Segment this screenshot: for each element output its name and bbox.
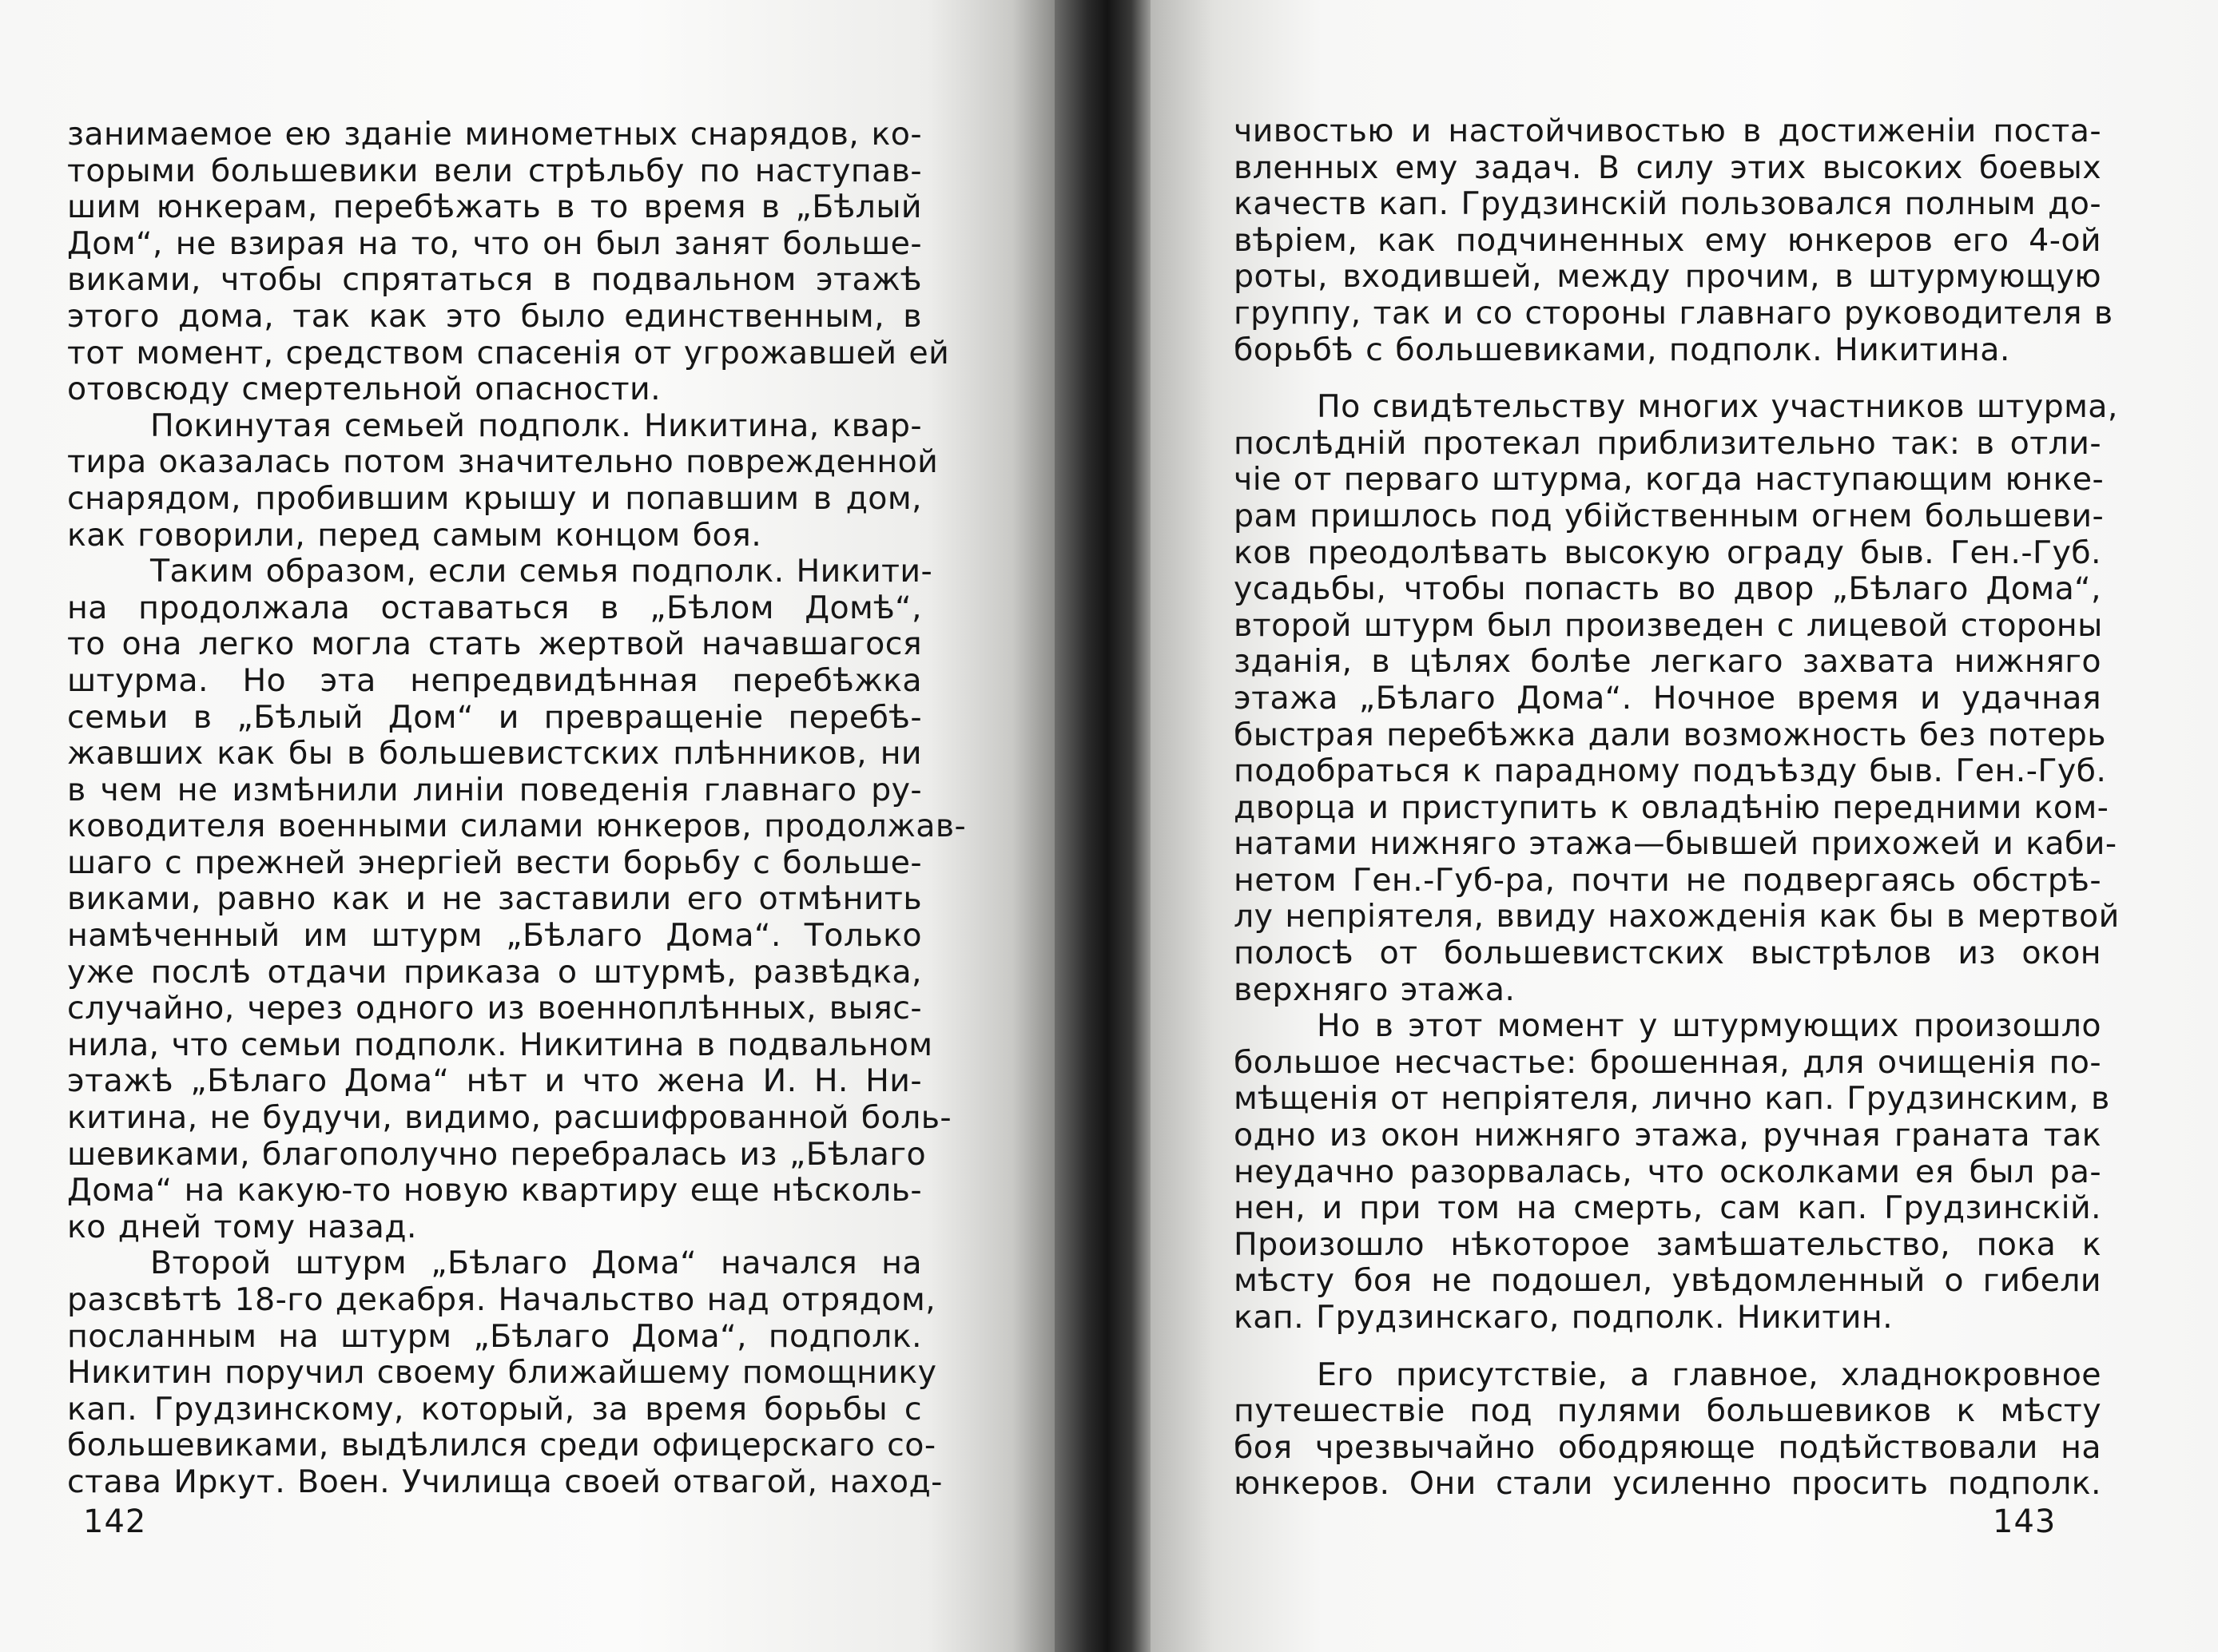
text-line: вѣріем, как подчиненных ему юнкеров его 4-ой [1234,221,2101,259]
text-line: большое несчастье: брошенная, для очищенія по- [1234,1043,2101,1081]
text-line: юнкеров. Они стали усиленно просить подполк. [1234,1465,2101,1503]
text-line: тот момент, средством спасенія от угрожавшей ей [67,334,950,371]
text-line: Покинутая семьей подполк. Никитина, квар- [150,407,922,444]
text-line: разсвѣтѣ 18-го декабря. Начальство над отрядом, [67,1281,936,1318]
text-line: в чем не измѣнили линіи поведенія главнаго ру- [67,771,922,808]
text-line: Второй штурм „Бѣлаго Дома“ начался на [150,1245,922,1282]
text-line: этажа „Бѣлаго Дома“. Ночное время и удачная [1234,679,2101,717]
text-line: этого дома, так как это было единственным, в [67,297,922,335]
text-line: чивостью и настойчивостью в достиженіи поста- [1234,113,2101,149]
text-line: ководителя военными силами юнкеров, продолжав- [67,808,967,845]
text-line: большевиками, выдѣлился среди офицерскаго со- [67,1427,936,1464]
text-line: нила, что семьи подполк. Никитина в подвальном [67,1026,933,1063]
text-line: ков преодолѣвать высокую ограду быв. Ген.-Губ. [1234,534,2101,571]
text-line: жавших как бы в большевистских плѣнников, ни [67,735,922,772]
text-line: По свидѣтельству многих участников штурма, [1317,388,2118,426]
text-line: торыми большевики вели стрѣльбу по наступав- [67,152,922,189]
text-line: быстрая перебѣжка дали возможность без потерь [1234,716,2106,753]
text-line: семьи в „Бѣлый Дом“ и превращеніе перебѣ- [67,698,922,736]
text-line: става Иркут. Воен. Училища своей отвагой, наход- [67,1463,943,1500]
text-line: виками, равно как и не заставили его отмѣнить [67,880,922,918]
right-page [1151,0,2218,1652]
text-line: нен, и при том на смерть, сам кап. Грудзинскій. [1234,1189,2101,1227]
text-line: рам пришлось под убійственным огнем большеви- [1234,497,2105,534]
text-line: ко дней тому назад. [67,1208,417,1245]
text-line: мѣщенія от непріятеля, лично кап. Грудзинским, в [1234,1080,2110,1118]
text-line: группу, так и со стороны главнаго руководителя в [1234,294,2113,332]
text-line: вленных ему задач. В силу этих высоких боевых [1234,149,2101,186]
text-line: уже послѣ отдачи приказа о штурмѣ, развѣдка, [67,953,922,991]
text-line: Дом“, не взирая на то, что он был занят больше- [67,224,922,262]
text-line: подобраться к парадному подъѣзду быв. Ген.-Губ. [1234,753,2107,790]
text-line: одно из окон нижняго этажа, ручная граната так [1234,1117,2101,1154]
text-line: полосѣ от большевистских выстрѣлов из окон [1234,935,2101,972]
text-line: шаго с прежней энергіей вести борьбу с больше- [67,844,922,881]
text-line: этажѣ „Бѣлаго Дома“ нѣт и что жена И. Н. Ни- [67,1062,922,1100]
text-line: намѣченный им штурм „Бѣлаго Дома“. Только [67,917,922,955]
text-line: китина, не будучи, видимо, расшифрованной боль- [67,1099,952,1137]
paragraph-gap [1234,368,2101,389]
paragraph-gap [1234,1336,2101,1357]
page-number: 143 [1993,1503,2057,1540]
text-line: Но в этот момент у штурмующих произошло [1317,1007,2101,1045]
text-line: отовсюду смертельной опасности. [67,371,662,408]
text-line: штурма. Но эта непредвидѣнная перебѣжка [67,661,922,699]
text-line: путешествіе под пулями большевиков к мѣсту [1234,1392,2101,1430]
page-number: 142 [83,1503,147,1540]
right-page-text [1234,113,2120,1503]
text-line: чіе от перваго штурма, когда наступающим юнке- [1234,461,2105,498]
text-line: Произошло нѣкоторое замѣшательство, пока к [1234,1225,2101,1263]
text-line: неудачно разорвалась, что осколками ея был ра- [1234,1153,2101,1190]
text-line: кап. Грудзинскаго, подполк. Никитин. [1234,1299,1894,1336]
text-line: боя чрезвычайно ободряюще подѣйствовали на [1234,1428,2101,1466]
text-line: натами нижняго этажа—бывшей прихожей и каби- [1234,825,2117,863]
text-line: нетом Ген.-Губ-ра, почти не подвергаясь обстрѣ- [1234,861,2101,899]
text-line: шим юнкерам, перебѣжать в то время в „Бѣлый [67,189,922,226]
text-line: дворца и приступить к овладѣнію передними ком- [1234,788,2109,826]
text-line: случайно, через одного из военноплѣнных, выяс- [67,990,922,1027]
text-line: борьбѣ с большевиками, подполк. Никитина. [1234,331,2010,368]
text-line: послѣдній протекал приблизительно так: в отли- [1234,424,2101,462]
text-line: качеств кап. Грудзинскій пользовался полным до- [1234,185,2101,223]
text-line: Таким образом, если семья подполк. Никити- [150,553,933,590]
text-line: снарядом, пробившим крышу и попавшим в дом, [67,479,922,517]
text-line: усадьбы, чтобы попасть во двор „Бѣлаго Дома“, [1234,570,2101,608]
text-line: мѣсту боя не подошел, увѣдомленный о гибели [1234,1262,2101,1300]
text-line: Дома“ на какую-то новую квартиру еще нѣсколь- [67,1172,922,1209]
text-line: роты, входившей, между прочим, в штурмующую [1234,258,2101,296]
text-line: второй штурм был произведен с лицевой стороны [1234,606,2103,644]
text-line: тира оказалась потом значительно поврежденной [67,443,939,481]
text-line: Никитин поручил своему ближайшему помощнику [67,1354,937,1392]
text-line: как говорили, перед самым концом боя. [67,516,762,554]
text-line: верхняго этажа. [1234,971,1516,1008]
text-line: то она легко могла стать жертвой начавшагося [67,625,922,663]
text-line: посланным на штурм „Бѣлаго Дома“, подполк. [67,1317,922,1355]
text-line: виками, чтобы спрятаться в подвальном этажѣ [67,261,922,299]
text-line: кап. Грудзинскому, который, за время борьбы с [67,1390,922,1428]
text-line: Его присутствіе, а главное, хладнокровное [1317,1356,2101,1393]
text-line: на продолжала оставаться в „Бѣлом Домѣ“, [67,589,922,626]
text-line: шевиками, благополучно перебралась из „Бѣлаго [67,1135,927,1173]
left-page-text [67,116,967,1501]
text-line: занимаемое ею зданіе минометных снарядов, ко- [67,116,922,153]
left-page [0,0,1055,1652]
text-line: лу непріятеля, ввиду нахожденія как бы в мертвой [1234,898,2120,935]
text-line: зданія, в цѣлях болѣе легкаго захвата нижняго [1234,643,2101,681]
book-gutter [1055,0,1151,1652]
